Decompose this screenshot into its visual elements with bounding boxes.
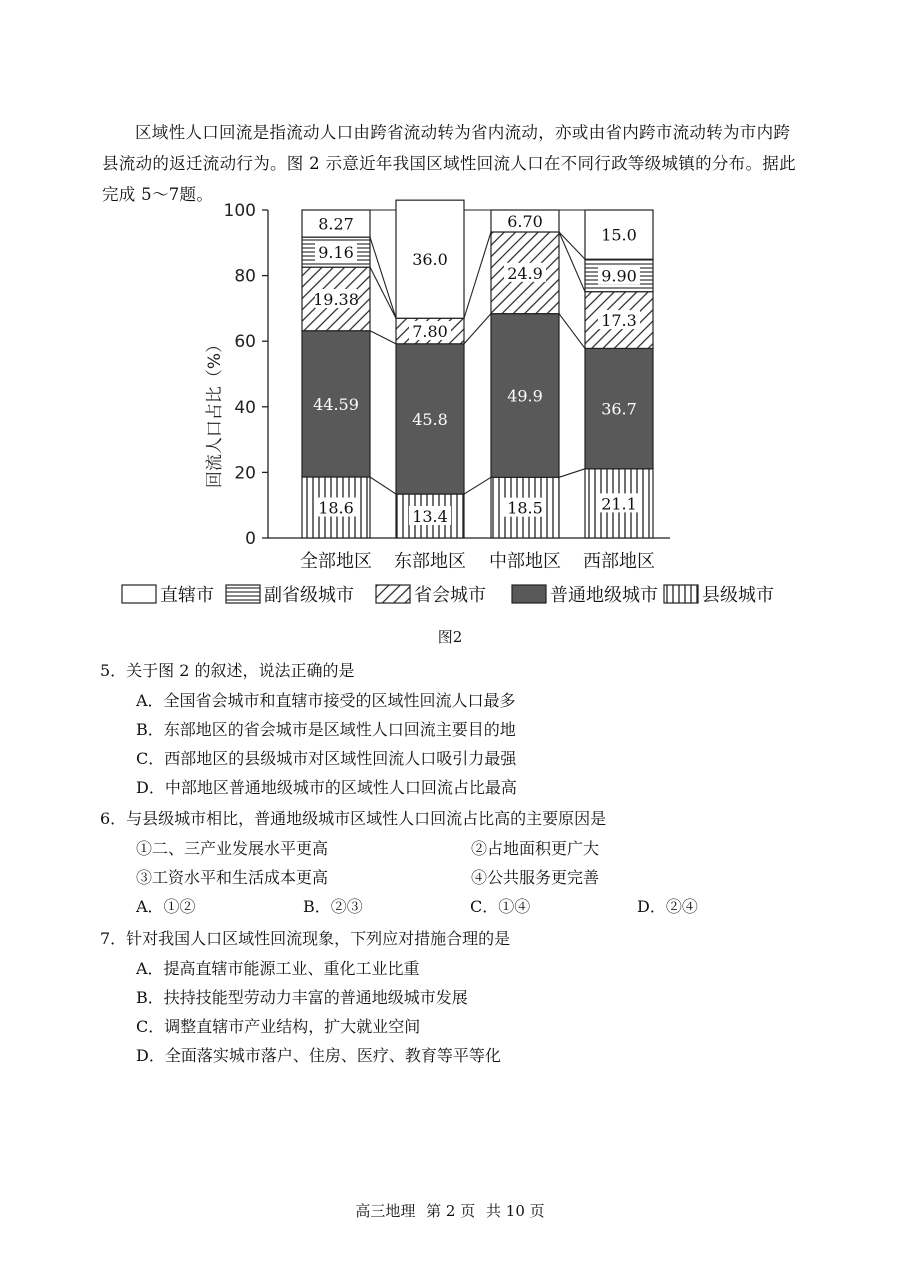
data-label: 21.1 bbox=[601, 494, 637, 514]
question-6-item-3: ③工资水平和生活成本更高 bbox=[136, 868, 329, 887]
legend-swatch bbox=[512, 585, 546, 603]
connector-line bbox=[370, 331, 396, 344]
legend-label: 省会城市 bbox=[414, 585, 486, 606]
question-7-option-c: C．调整直辖市产业结构，扩大就业空间 bbox=[136, 1017, 421, 1036]
data-label: 44.59 bbox=[313, 394, 359, 414]
data-label: 17.3 bbox=[601, 311, 637, 331]
connector-line bbox=[370, 477, 396, 494]
stacked-bar-chart bbox=[160, 190, 810, 620]
question-6-item-1: ①二、三产业发展水平更高 bbox=[136, 839, 329, 858]
question-7-option-d: D．全面落实城市落户、住房、医疗、教育等平等化 bbox=[136, 1046, 501, 1065]
connector-line bbox=[559, 469, 585, 478]
y-tick-label: 20 bbox=[234, 463, 256, 484]
question-6-choices bbox=[100, 892, 820, 922]
question-6-choice-b: B．②③ bbox=[303, 897, 363, 916]
legend-label: 副省级城市 bbox=[264, 585, 354, 606]
question-5-option-d: D．中部地区普通地级城市的区域性人口回流占比最高 bbox=[136, 778, 517, 797]
connector-line bbox=[370, 237, 396, 318]
connector-line bbox=[464, 232, 491, 318]
connector-line bbox=[464, 314, 491, 344]
figure-caption: 图2 bbox=[437, 628, 463, 646]
data-label: 49.9 bbox=[507, 386, 543, 406]
y-tick-label: 80 bbox=[234, 266, 256, 287]
y-tick-label: 40 bbox=[234, 397, 256, 418]
question-6-choice-a: A．①② bbox=[136, 897, 196, 916]
data-label: 15.0 bbox=[601, 225, 637, 245]
connector-line bbox=[559, 232, 585, 259]
legend bbox=[122, 585, 774, 606]
footer-total: 共 10 页 bbox=[486, 1202, 545, 1220]
y-axis-title: 回流人口占比（%） bbox=[205, 335, 225, 489]
data-label: 8.27 bbox=[318, 214, 354, 234]
y-tick-label: 60 bbox=[234, 332, 256, 353]
page-footer bbox=[0, 1200, 900, 1221]
category-label: 中部地区 bbox=[489, 551, 561, 572]
question-6-items bbox=[100, 834, 820, 892]
footer-subject: 高三地理 bbox=[355, 1202, 416, 1220]
data-label: 9.16 bbox=[318, 243, 354, 263]
questions bbox=[100, 656, 820, 1070]
data-label: 13.4 bbox=[412, 507, 448, 527]
question-5 bbox=[100, 656, 820, 802]
data-label: 9.90 bbox=[601, 266, 637, 286]
legend-swatch bbox=[226, 585, 260, 603]
question-7-option-b: B．扶持技能型劳动力丰富的普通地级城市发展 bbox=[136, 988, 468, 1007]
data-label: 36.7 bbox=[601, 399, 637, 419]
data-label: 36.0 bbox=[412, 250, 448, 270]
question-6-item-4: ④公共服务更完善 bbox=[471, 868, 600, 887]
question-5-option-c: C．西部地区的县级城市对区域性回流人口吸引力最强 bbox=[136, 749, 517, 768]
footer-page: 第 2 页 bbox=[426, 1202, 476, 1220]
question-6-stem: 6．与县级城市相比，普通地级城市区域性人口回流占比高的主要原因是 bbox=[100, 809, 607, 828]
data-label: 7.80 bbox=[412, 322, 448, 342]
category-label: 东部地区 bbox=[394, 551, 466, 572]
question-5-stem: 5．关于图 2 的叙述，说法正确的是 bbox=[100, 661, 355, 680]
category-label: 全部地区 bbox=[300, 551, 372, 572]
question-6-choice-c: C．①④ bbox=[470, 897, 531, 916]
y-tick-label: 100 bbox=[223, 201, 256, 221]
legend-label: 直辖市 bbox=[160, 585, 214, 606]
legend-swatch bbox=[376, 585, 410, 603]
question-5-option-b: B．东部地区的省会城市是区域性人口回流主要目的地 bbox=[136, 720, 516, 739]
data-label: 6.70 bbox=[507, 211, 543, 231]
x-axis-labels bbox=[300, 551, 655, 572]
connector-line bbox=[464, 477, 491, 494]
data-label: 18.5 bbox=[507, 498, 543, 518]
legend-swatch bbox=[664, 585, 698, 603]
y-tick-label: 0 bbox=[245, 529, 256, 549]
data-label: 45.8 bbox=[412, 409, 448, 429]
category-label: 西部地区 bbox=[583, 551, 655, 572]
question-7 bbox=[100, 924, 820, 1070]
data-label: 18.6 bbox=[318, 498, 354, 518]
legend-swatch bbox=[122, 585, 156, 603]
question-7-option-a: A．提高直辖市能源工业、重化工业比重 bbox=[136, 959, 420, 978]
legend-label: 县级城市 bbox=[702, 585, 774, 606]
question-7-stem: 7．针对我国人口区域性回流现象，下列应对措施合理的是 bbox=[100, 929, 511, 948]
connector-line bbox=[559, 314, 585, 349]
data-label: 24.9 bbox=[507, 263, 543, 283]
question-6-choice-d: D．②④ bbox=[637, 897, 698, 916]
question-6 bbox=[100, 804, 820, 922]
question-6-item-2: ②占地面积更广大 bbox=[471, 839, 600, 858]
legend-label: 普通地级城市 bbox=[550, 585, 658, 606]
data-label: 19.38 bbox=[313, 289, 359, 309]
intro-paragraph: 区域性人口回流是指流动人口由跨省流动转为省内流动，亦或由省内跨市流动转为市内跨县流动的返迁流动行为。图 2 示意近年我国区域性回流人口在不同行政等级城镇的分布。据此完成 5～7题。 bbox=[102, 122, 796, 204]
connector-line bbox=[370, 267, 396, 318]
connector-line bbox=[559, 232, 585, 292]
question-5-option-a: A．全国省会城市和直辖市接受的区域性回流人口最多 bbox=[136, 691, 516, 710]
